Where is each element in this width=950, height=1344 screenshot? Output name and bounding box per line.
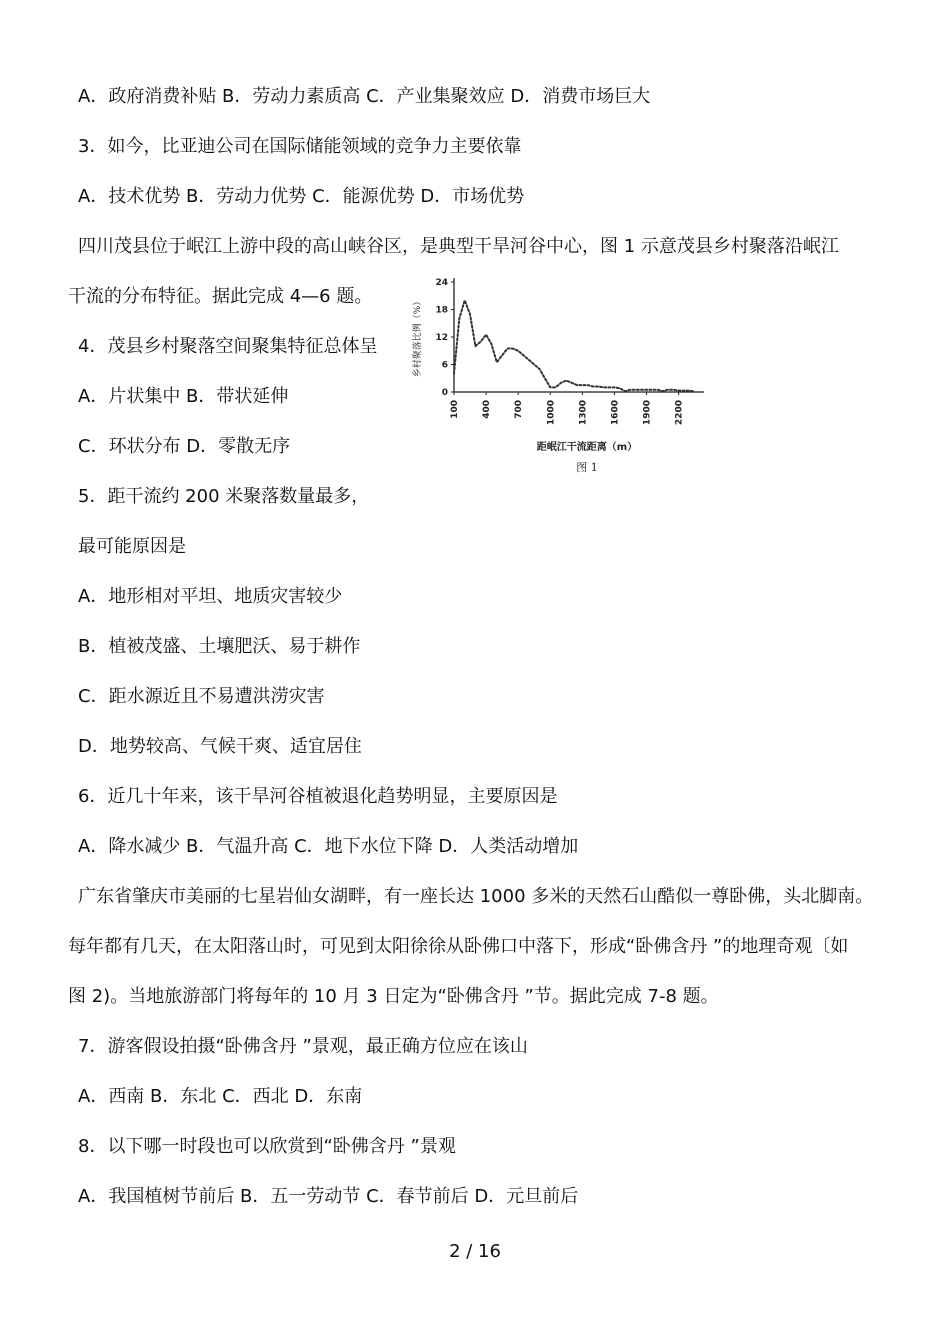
q5-option-a: A．地形相对平坦、地质灾害较少: [78, 586, 343, 607]
y-tick-label: 0: [441, 388, 448, 398]
q3-options: A．技术优势 B．劳动力优势 C．能源优势 D．市场优势: [78, 186, 525, 207]
x-tick-label: 1600: [610, 400, 621, 426]
x-tick-label: 700: [514, 400, 525, 419]
series-line: [454, 300, 695, 391]
y-tick-label: 6: [441, 360, 448, 371]
chart-svg: [410, 272, 710, 477]
x-tick-label: 400: [482, 400, 493, 419]
y-tick-label: 18: [435, 305, 448, 316]
question-3: 3．如今，比亚迪公司在国际储能领域的竞争力主要依靠: [78, 136, 522, 157]
question-4: 4．茂县乡村聚落空间聚集特征总体呈: [78, 336, 378, 357]
chart-title: 图 1: [576, 461, 598, 474]
x-tick-label: 1300: [578, 400, 589, 426]
page-number: 2 / 16: [449, 1241, 501, 1262]
x-tick-label: 2200: [674, 400, 685, 426]
x-tick-label: 1000: [546, 400, 557, 426]
y-axis-label: 乡村聚落比例（%）: [413, 296, 423, 378]
q4-options-ab: A．片状集中 B．带状延伸: [78, 386, 289, 407]
x-axis-label: 距岷江干流距离（m）: [536, 442, 638, 453]
x-tick-label: 1900: [642, 400, 653, 426]
figure-1-chart: [410, 272, 710, 477]
q4-options-cd: C．环状分布 D．零散无序: [78, 436, 291, 457]
passage-wofo-line3: 图 2)。当地旅游部门将每年的 10 月 3 日定为“卧佛含丹 ”节。据此完成 7-8 题。: [68, 986, 719, 1007]
q2-options: A．政府消费补贴 B．劳动力素质高 C．产业集聚效应 D．消费市场巨大: [78, 86, 651, 107]
question-8: 8．以下哪一时段也可以欣赏到“卧佛含丹 ”景观: [78, 1136, 456, 1157]
question-6: 6．近几十年来，该干旱河谷植被退化趋势明显，主要原因是: [78, 786, 558, 807]
q5-option-c: C．距水源近且不易遭洪涝灾害: [78, 686, 325, 707]
passage-wofo-line1: 广东省肇庆市美丽的七星岩仙女湖畔，有一座长达 1000 多米的天然石山酷似一尊卧佛，头北脚南。: [78, 886, 874, 907]
passage-maoxian-line1: 四川茂县位于岷江上游中段的高山峡谷区，是典型干旱河谷中心，图 1 示意茂县乡村聚落沿岷江: [78, 236, 839, 257]
question-5-cont: 最可能原因是: [78, 536, 186, 557]
x-tick-label: 100: [450, 400, 460, 419]
question-5: 5．距干流约 200 米聚落数量最多，: [78, 486, 370, 507]
q8-options: A．我国植树节前后 B．五一劳动节 C．春节前后 D．元旦前后: [78, 1186, 579, 1207]
passage-wofo-line2: 每年都有几天，在太阳落山时，可见到太阳徐徐从卧佛口中落下，形成“卧佛含丹 ”的地理奇观〔如: [68, 936, 849, 957]
y-tick-label: 12: [435, 333, 448, 343]
q6-options: A．降水减少 B．气温升高 C．地下水位下降 D．人类活动增加: [78, 836, 579, 857]
question-7: 7．游客假设拍摄“卧佛含丹 ”景观，最正确方位应在该山: [78, 1036, 528, 1057]
q5-option-d: D．地势较高、气候干爽、适宜居住: [78, 736, 362, 757]
q5-option-b: B．植被茂盛、土壤肥沃、易于耕作: [78, 636, 361, 657]
passage-maoxian-line2: 干流的分布特征。据此完成 4—6 题。: [68, 286, 373, 307]
q7-options: A．西南 B．东北 C．西北 D．东南: [78, 1086, 363, 1107]
y-tick-label: 24: [435, 278, 448, 288]
